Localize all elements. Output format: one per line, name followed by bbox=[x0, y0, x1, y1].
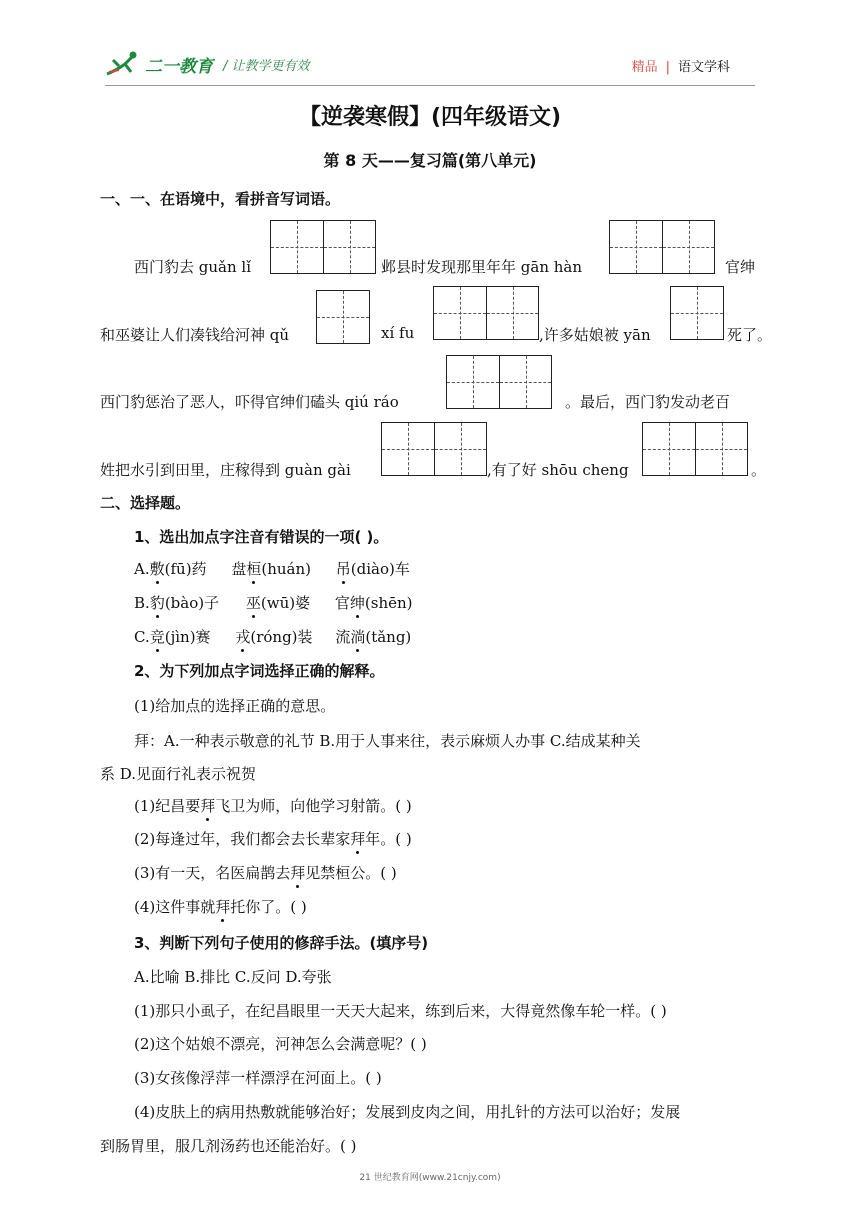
question-3: 3、判断下列句子使用的修辞手法。(填序号) bbox=[134, 934, 429, 952]
footer: 21 世纪教育网(www.21cnjy.com) bbox=[359, 1173, 501, 1183]
header-label-subject: 语文学科 bbox=[677, 60, 730, 75]
dotted-char: 拜 bbox=[350, 830, 366, 848]
option-text: (tǎng) bbox=[365, 628, 412, 646]
s1-line2-c: ,许多姑娘被 yān bbox=[539, 326, 651, 344]
answer-box-ganhan[interactable] bbox=[609, 220, 715, 274]
option-text: 流 bbox=[335, 628, 351, 646]
s1-line2-b: xí fu bbox=[381, 324, 415, 342]
s1-line1-c: 官绅 bbox=[725, 258, 756, 276]
q3-sentence-4-line2: 到肠胃里，服几剂汤药也还能治好。( ) bbox=[100, 1137, 357, 1155]
q2-sentence-2 bbox=[134, 828, 412, 849]
q1-option-a[interactable] bbox=[134, 558, 410, 579]
dotted-char: 桓 bbox=[246, 560, 262, 578]
answer-box-shoucheng[interactable] bbox=[642, 422, 748, 476]
header-divider bbox=[105, 85, 755, 86]
q2-definition-line2: 系 D.见面行礼表示祝贺 bbox=[100, 765, 257, 783]
option-letter: A. bbox=[134, 560, 150, 578]
logo-text: 二一教育 bbox=[145, 57, 213, 77]
answer-box-yan[interactable] bbox=[670, 286, 724, 340]
s1-line4-a: 姓把水引到田里，庄稼得到 guàn gài bbox=[100, 461, 351, 479]
q2-sentence-4 bbox=[134, 896, 307, 917]
q1-option-b[interactable] bbox=[134, 592, 413, 613]
header-separator: | bbox=[665, 60, 670, 75]
q3-sentence-2: (2)这个姑娘不漂亮，河神怎么会满意呢？( ) bbox=[134, 1035, 427, 1053]
option-text: (huán) bbox=[261, 560, 311, 578]
answer-box-xifu[interactable] bbox=[433, 286, 539, 340]
sentence-text: (4)这件事就 bbox=[134, 898, 216, 916]
option-text: 盘 bbox=[231, 560, 247, 578]
q3-sentence-3: (3)女孩像浮萍一样漂浮在河面上。( ) bbox=[134, 1069, 382, 1087]
header-right bbox=[632, 56, 730, 75]
sentence-text: 飞卫为师，向他学习射箭。( ) bbox=[215, 797, 412, 815]
answer-box-guangai[interactable] bbox=[381, 422, 487, 476]
sentence-text: (1)纪昌要 bbox=[134, 797, 201, 815]
page-subtitle: 第 8 天——复习篇(第八单元) bbox=[323, 151, 537, 170]
s1-line4-c: 。 bbox=[751, 461, 767, 479]
q1-option-c[interactable] bbox=[134, 626, 411, 647]
q3-options: A.比喻 B.排比 C.反问 D.夸张 bbox=[134, 968, 332, 986]
option-text: 官 bbox=[334, 594, 350, 612]
answer-box-qu[interactable] bbox=[316, 290, 370, 344]
q2-definition-line1: 拜：A.一种表示敬意的礼节 B.用于人事来往，表示麻烦人办事 C.结成某种关 bbox=[134, 732, 641, 750]
dotted-char: 敷 bbox=[149, 560, 165, 578]
logo-slogan: / 让教学更有效 bbox=[223, 59, 310, 74]
section1-heading: 一、一、在语境中，看拼音写词语。 bbox=[100, 190, 341, 208]
q2-sentence-1 bbox=[134, 795, 412, 816]
dotted-char: 拜 bbox=[290, 864, 306, 882]
q2-sentence-3 bbox=[134, 862, 397, 883]
option-text: (shēn) bbox=[364, 594, 413, 612]
option-text: (wū)婆 bbox=[260, 594, 311, 612]
option-text: (fū)药 bbox=[164, 560, 207, 578]
dotted-char: 戎 bbox=[235, 628, 251, 646]
sentence-text: 托你了。( ) bbox=[230, 898, 307, 916]
sentence-text: 见禁桓公。( ) bbox=[305, 864, 397, 882]
s1-line2-a: 和巫婆让人们凑钱给河神 qǔ bbox=[100, 326, 290, 344]
header-label-premium: 精品 bbox=[631, 60, 658, 75]
runner-logo-icon bbox=[105, 50, 143, 78]
option-letter: B. bbox=[134, 594, 150, 612]
dotted-char: 绅 bbox=[349, 594, 365, 612]
s1-line3-a: 西门豹惩治了恶人，吓得官绅们磕头 qiú ráo bbox=[100, 393, 399, 411]
section2-heading: 二、选择题。 bbox=[100, 494, 191, 512]
option-text: (jìn)赛 bbox=[164, 628, 211, 646]
option-letter: C. bbox=[134, 628, 150, 646]
dotted-char: 淌 bbox=[350, 628, 366, 646]
dotted-char: 吊 bbox=[335, 560, 351, 578]
q3-sentence-1: (1)那只小虱子，在纪昌眼里一天天大起来，练到后来，大得竟然像车轮一样。( ) bbox=[134, 1002, 667, 1020]
dotted-char: 竞 bbox=[149, 628, 165, 646]
sentence-text: (3)有一天，名医扁鹊去 bbox=[134, 864, 291, 882]
s1-line4-b: ,有了好 shōu cheng bbox=[487, 461, 629, 479]
s1-line2-d: 死了。 bbox=[727, 326, 773, 344]
s1-line1-b: 邺县时发现那里年年 gān hàn bbox=[381, 258, 583, 276]
dotted-char: 豹 bbox=[149, 594, 165, 612]
answer-box-guanli[interactable] bbox=[270, 220, 376, 274]
s1-line1-a: 西门豹去 guǎn lǐ bbox=[134, 258, 251, 276]
q3-sentence-4-line1: (4)皮肤上的病用热敷就能够治好；发展到皮肉之间，用扎针的方法可以治好；发展 bbox=[134, 1103, 681, 1121]
dotted-char: 拜 bbox=[215, 898, 231, 916]
logo bbox=[105, 50, 335, 80]
q2-intro: (1)给加点的选择正确的意思。 bbox=[134, 697, 336, 715]
page-title: 【逆袭寒假】(四年级语文) bbox=[298, 105, 562, 130]
answer-box-qiurao[interactable] bbox=[446, 355, 552, 409]
option-text: (bào)子 bbox=[164, 594, 220, 612]
dotted-char: 巫 bbox=[245, 594, 261, 612]
sentence-text: (2)每逢过年，我们都会去长辈家 bbox=[134, 830, 351, 848]
question-2: 2、为下列加点字词选择正确的解释。 bbox=[134, 662, 385, 680]
sentence-text: 年。( ) bbox=[365, 830, 412, 848]
option-text: (diào)车 bbox=[350, 560, 410, 578]
dotted-char: 拜 bbox=[200, 797, 216, 815]
s1-line3-b: 。最后，西门豹发动老百 bbox=[565, 393, 731, 411]
question-1: 1、选出加点字注音有错误的一项( )。 bbox=[134, 528, 389, 546]
option-text: (róng)装 bbox=[250, 628, 313, 646]
